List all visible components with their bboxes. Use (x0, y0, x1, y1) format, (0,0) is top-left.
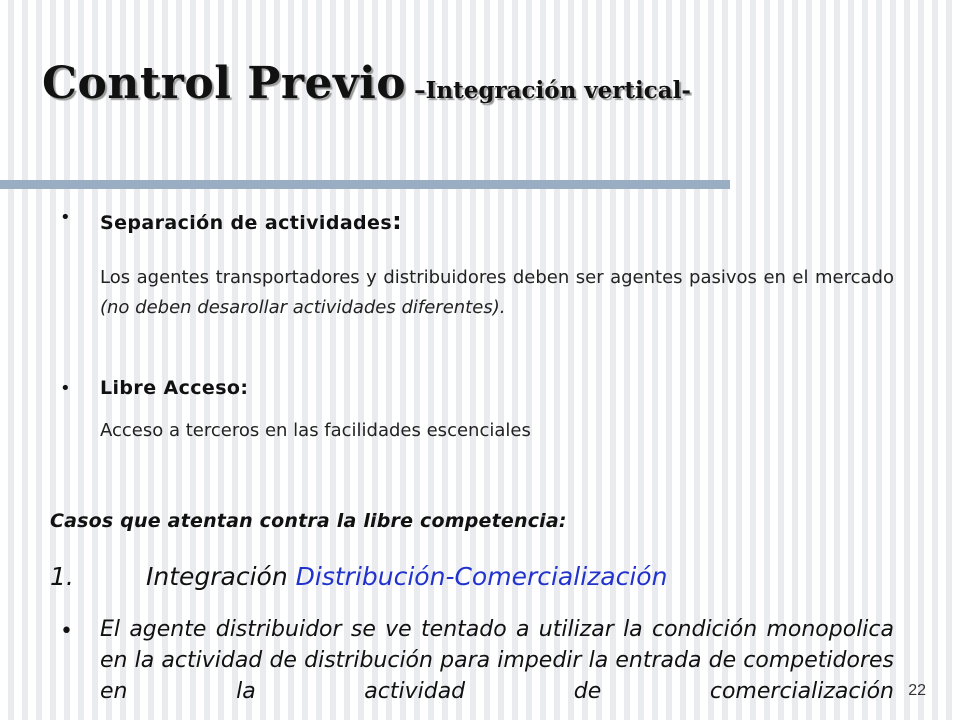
bullet-icon: • (60, 619, 73, 644)
title-subtitle: –Integración vertical- (406, 77, 691, 104)
item-1-description: El agente distribuidor se ve tentado a utilizar la condición monopolica en la actividad de distribución para impedir la entrada de competidores en la actividad de comercialización (100, 617, 894, 704)
item-label-highlight: Distribución-Comercialización (295, 562, 668, 591)
bullet-icon: • (60, 207, 71, 228)
title-underline (0, 180, 730, 189)
section-body-italic: (no deben desarollar actividades diferentes). (100, 297, 506, 318)
title-main: Control Previo (42, 58, 407, 109)
cases-heading: Casos que atentan contra la libre competencia: (50, 510, 567, 532)
section-heading-colon: : (392, 207, 403, 235)
section-heading-libre-acceso: Libre Acceso: (100, 377, 249, 399)
section-heading-separacion (100, 207, 402, 235)
section-body-separacion (100, 263, 894, 323)
section-body-libre-acceso: Acceso a terceros en las facilidades escenciales (100, 420, 531, 441)
bullet-icon: • (60, 378, 71, 399)
section-heading-text: Separación de actividades (100, 212, 393, 234)
item-label: Integración (146, 562, 296, 591)
slide-title (42, 58, 691, 109)
item-number: 1. (50, 562, 74, 591)
numbered-item-1 (50, 562, 667, 591)
page-number: 22 (908, 682, 926, 699)
section-body-text: Los agentes transportadores y distribuidores deben ser agentes pasivos en el mercado (100, 267, 894, 288)
